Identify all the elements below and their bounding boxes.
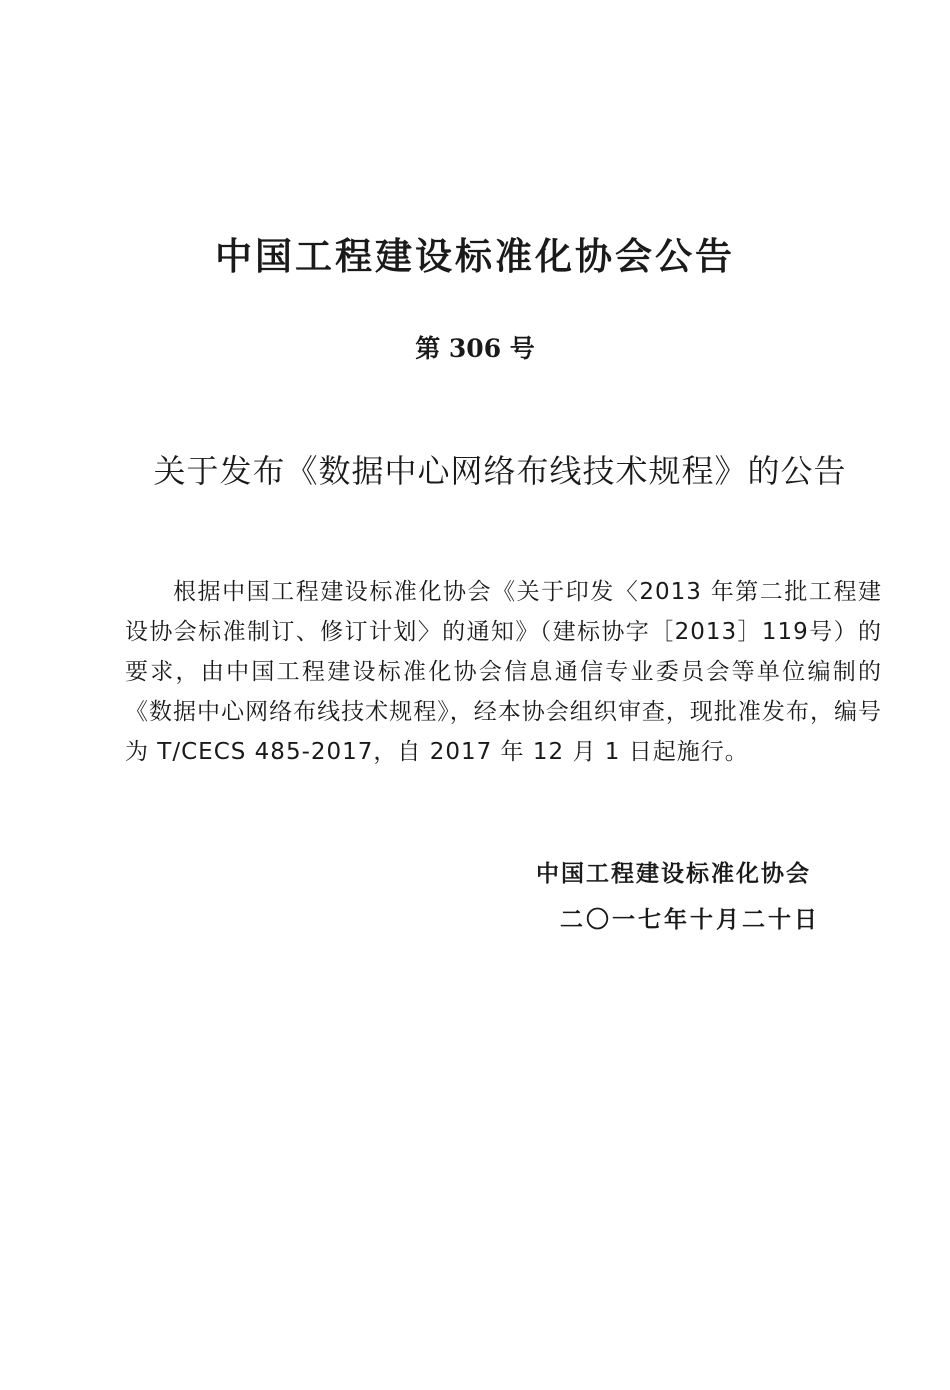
notice-body: 根据中国工程建设标准化协会《关于印发〈2013 年第二批工程建设协会标准制订、修订计划〉的通知》（建标协字［2013］119号）的要求，由中国工程建设标准化协会信息通信专业委员会等单位编制的《数据中心网络布线技术规程》，经本协会组织审查，现批准发布，编号为 T/CECS 485-2017，自 2017 年 12 月 1 日起施行。 xyxy=(125,579,882,765)
organization-title: 中国工程建设标准化协会公告 xyxy=(215,235,735,278)
notice-number: 第 306 号 xyxy=(415,334,535,363)
signature-block xyxy=(536,855,856,939)
signature-date: 二〇一七年十月二十日 xyxy=(560,907,820,933)
signature-organization: 中国工程建设标准化协会 xyxy=(536,861,811,887)
notice-title: 关于发布《数据中心网络布线技术规程》的公告 xyxy=(153,452,847,490)
